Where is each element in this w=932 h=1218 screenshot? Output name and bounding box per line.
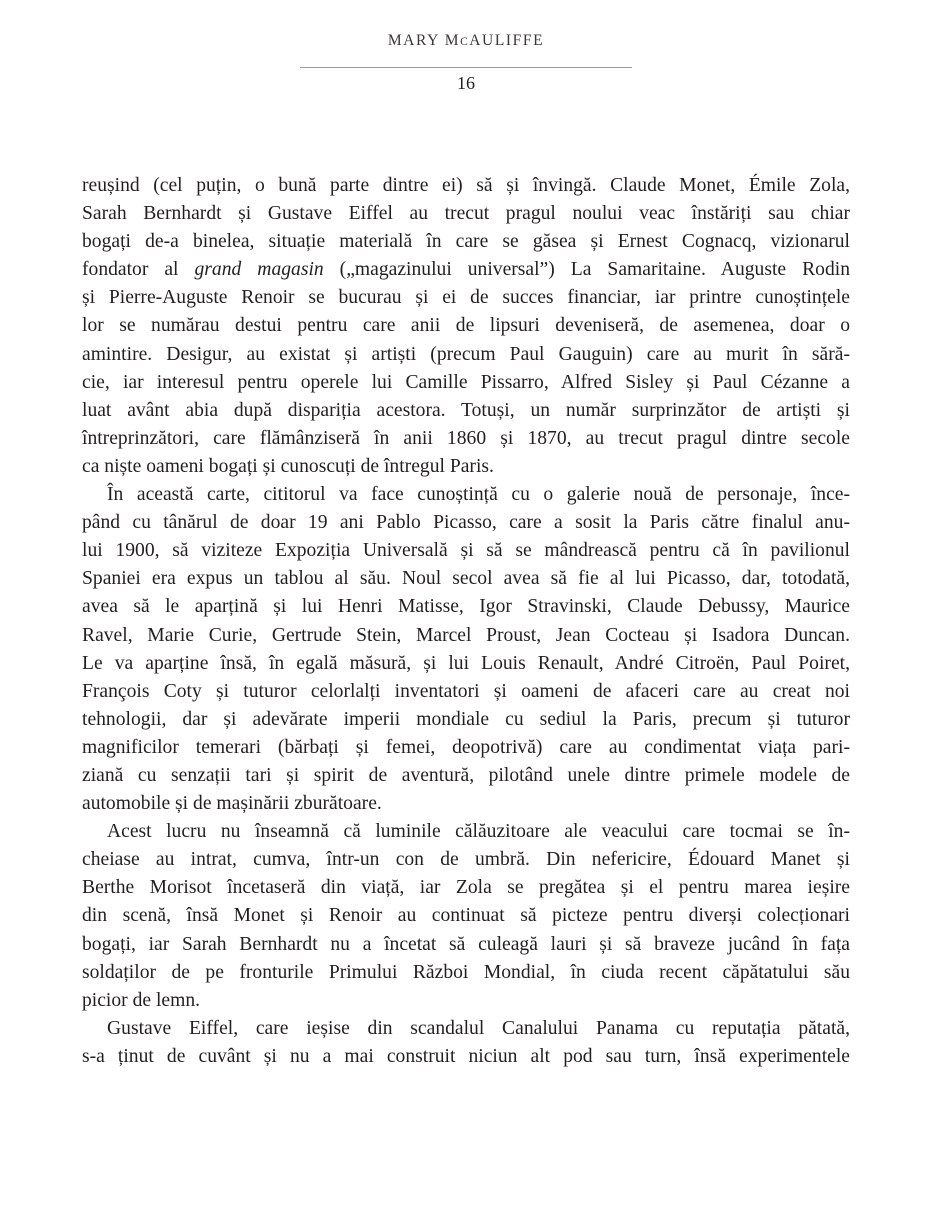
text-line: Ravel, Marie Curie, Gertrude Stein, Marcel Proust, Jean Cocteau și Isadora Duncan. xyxy=(82,624,850,646)
text-line: François Coty și tuturor celorlalți inventatori și oameni de afaceri care au creat noi xyxy=(82,680,850,702)
author-name-smallcap: C xyxy=(460,36,470,48)
text-line: bogați, iar Sarah Bernhardt nu a încetat să culeagă lauri și să braveze jucând în fața xyxy=(82,933,850,955)
text-line: Le va aparține însă, în egală măsură, și lui Louis Renault, André Citroën, Paul Poiret, xyxy=(82,652,850,674)
text-line: avea să le aparțină și lui Henri Matisse, Igor Stravinski, Claude Debussy, Maurice xyxy=(82,596,850,618)
text-line: Spaniei era expus un tablou al său. Noul secol avea să fie al lui Picasso, dar, totodată, xyxy=(82,568,850,590)
text-line: Sarah Bernhardt și Gustave Eiffel au trecut pragul noului veac înstăriți sau chiar xyxy=(82,203,850,225)
text-line: Gustave Eiffel, care ieșise din scandalul Canalului Panama cu reputația pătată, xyxy=(107,1017,850,1039)
running-head-author xyxy=(0,32,932,50)
author-name-part: MARY M xyxy=(387,32,461,49)
text-line: din scenă, însă Monet și Renoir au continuat să picteze pentru diverși colecționari xyxy=(82,905,850,927)
text-line: pând cu tânărul de doar 19 ani Pablo Picasso, care a sosit la Paris către finalul anu- xyxy=(82,512,850,534)
paragraph xyxy=(82,1015,850,1071)
text-line: În această carte, cititorul va face cunoștință cu o galerie nouă de personaje, înce- xyxy=(107,484,850,506)
text-line: ziană cu senzații tari și spirit de aventură, pilotând unele dintre primele modele de xyxy=(82,764,850,786)
text-line: tehnologii, dar și adevărate imperii mondiale cu sediul la Paris, precum și tuturor xyxy=(82,708,850,730)
text-line: s-a ținut de cuvânt și nu a mai construit niciun alt pod sau turn, însă experimentele xyxy=(82,1045,850,1067)
paragraph xyxy=(82,481,850,818)
text-line: Acest lucru nu înseamnă că luminile călăuzitoare ale veacului care tocmai se în- xyxy=(107,821,850,843)
text-line: luat avânt abia după dispariția acestora. Totuși, un număr surprinzător de artiști și xyxy=(82,399,850,421)
author-name-part: AULIFFE xyxy=(469,32,545,49)
text-line: ca niște oameni bogați și cunoscuți de întregul Paris. xyxy=(82,455,494,477)
text-line: cheiase au intrat, cumva, într-un con de umbră. Din nefericire, Édouard Manet și xyxy=(82,849,850,871)
header-rule xyxy=(300,67,632,68)
body-text xyxy=(82,172,850,1071)
text-line: picior de lemn. xyxy=(82,989,201,1011)
text-line: lor se numărau destui pentru care anii de lipsuri deveniseră, de asemenea, doar o xyxy=(82,315,850,337)
text-line: cie, iar interesul pentru operele lui Camille Pissarro, Alfred Sisley și Paul Cézanne a xyxy=(82,371,850,393)
text-line: magnificilor temerari (bărbați și femei, deopotrivă) care au condimentat viața pari- xyxy=(82,736,850,758)
text-line: amintire. Desigur, au existat și artiști (precum Paul Gauguin) care au murit în sără- xyxy=(82,343,850,365)
text-line: întreprinzători, care flămânziseră în anii 1860 și 1870, au trecut pragul dintre secole xyxy=(82,427,850,449)
paragraph xyxy=(82,172,850,481)
text-line: fondator al grand magasin („magazinului universal”) La Samaritaine. Auguste Rodin xyxy=(82,259,850,281)
text-line: automobile și de mașinării zburătoare. xyxy=(82,793,382,815)
text-line: și Pierre-Auguste Renoir se bucurau și ei de succes financiar, iar printre cunoștințele xyxy=(82,287,850,309)
text-line: Berthe Morisot încetaseră din viață, iar Zola se pregătea și el pentru marea ieșire xyxy=(82,877,850,899)
italic-term: grand magasin xyxy=(194,259,324,281)
paragraph xyxy=(82,818,850,1015)
text-line: soldaților de pe fronturile Primului Război Mondial, în ciuda recent căpătatului său xyxy=(82,961,850,983)
text-line: bogați de-a binelea, situație materială în care se găsea și Ernest Cognacq, vizionarul xyxy=(82,231,850,253)
text-line: lui 1900, să viziteze Expoziția Universală și să se mândrească pentru că în pavilionul xyxy=(82,540,850,562)
text-line: reușind (cel puțin, o bună parte dintre ei) să și învingă. Claude Monet, Émile Zola, xyxy=(82,175,850,196)
page-number: 16 xyxy=(457,73,475,93)
